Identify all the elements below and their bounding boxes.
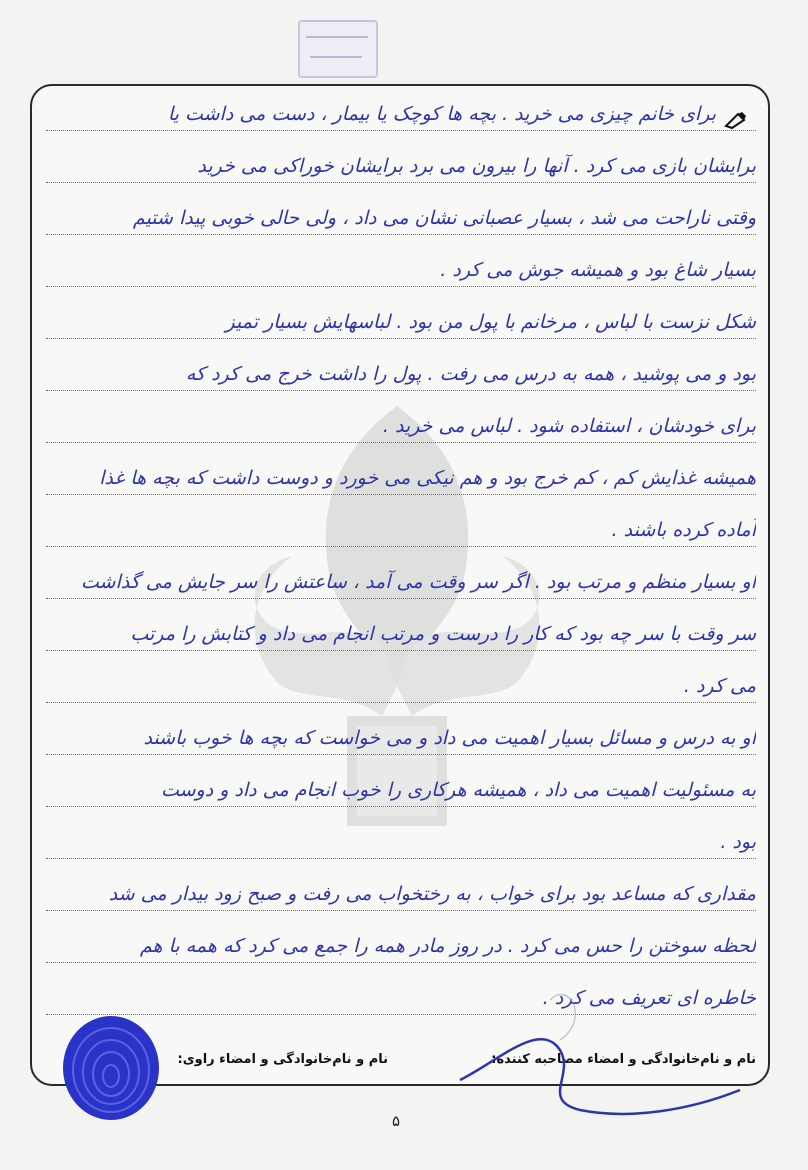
stamp-line xyxy=(306,28,368,38)
text-line: می کرد . xyxy=(46,672,756,703)
interviewer-label: نام و نام‌خانوادگی و امضاء مصاحبه کننده: xyxy=(491,1052,756,1067)
text-line: به مسئولیت اهمیت می داد ، همیشه هرکاری را خوب انجام می داد و دوست xyxy=(46,776,756,807)
handwritten-lines xyxy=(46,86,756,1026)
fingerprint xyxy=(58,1012,164,1124)
document-frame xyxy=(30,84,770,1086)
text-line: همیشه غذایش کم ، کم خرج بود و هم نیکی می خورد و دوست داشت که بچه ها غذا xyxy=(46,464,756,495)
text-line: بود و می پوشید ، همه به درس می رفت . پول را داشت خرج می کرد که xyxy=(46,360,756,391)
text-line: لحظه سوختن را حس می کرد . در روز مادر همه را جمع می کرد که همه با هم xyxy=(46,932,756,963)
top-stamp xyxy=(298,20,378,78)
stamp-line xyxy=(310,48,362,58)
text-line: مقداری که مساعد بود برای خواب ، به رختخواب می رفت و صبح زود بیدار می شد xyxy=(46,880,756,911)
text-line: سر وقت با سر چه بود که کار را درست و مرتب انجام می داد و کتابش را مرتب xyxy=(46,620,756,651)
text-line: او به درس و مسائل بسیار اهمیت می داد و می خواست که بچه ها خوب باشند xyxy=(46,724,756,755)
text-line: بسیار شاغ بود و همیشه جوش می کرد . xyxy=(46,256,756,287)
signature xyxy=(440,960,760,1140)
text-line: برای خودشان ، استفاده شود . لباس می خرید . xyxy=(46,412,756,443)
text-line: آماده کرده باشند . xyxy=(46,516,756,547)
text-line: وقتی ناراحت می شد ، بسیار عصبانی نشان می داد ، ولی حالی خوبی پیدا شتیم xyxy=(46,204,756,235)
page-number: ۵ xyxy=(392,1112,401,1130)
text-line: برایشان بازی می کرد . آنها را بیرون می برد برایشان خوراکی می خرید xyxy=(46,152,756,183)
text-line: بود . xyxy=(46,828,756,859)
text-line: خاطره ای تعریف می کرد . xyxy=(46,984,756,1015)
narrator-label: نام و نام‌خانوادگی و امضاء راوی: xyxy=(177,1052,388,1067)
text-line: شکل نزست با لباس ، مرخانم با پول من بود . لباسهایش بسیار تمیز xyxy=(46,308,756,339)
text-line: او بسیار منظم و مرتب بود . اگر سر وقت می آمد ، ساعتش را سر جایش می گذاشت xyxy=(46,568,756,599)
text-line: برای خانم چیزی می خرید . بچه ها کوچک یا بیمار ، دست می داشت یا xyxy=(46,100,756,131)
